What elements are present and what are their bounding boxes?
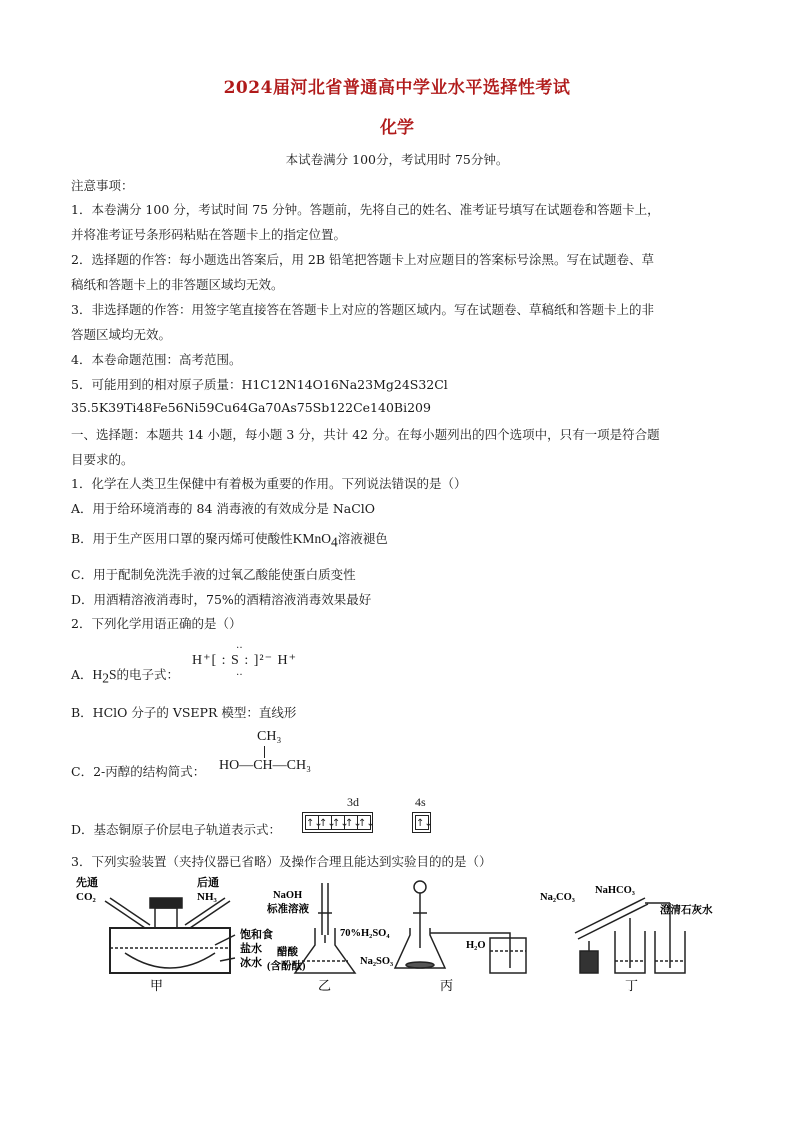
yi-label-acetic: 醋酸 [277, 947, 298, 958]
notice-item: 答题区域均无效。 [71, 327, 172, 342]
question-2-stem: 2．下列化学用语正确的是（） [71, 616, 242, 631]
question-1-option-c: C．用于配制免洗洗手液的过氧乙酸能使蛋白质变性 [71, 567, 356, 582]
apparatus-bing [395, 881, 526, 973]
bing-label-sulfite: Na₂SO₃ [360, 956, 394, 967]
option-text: 溶液褪色 [337, 531, 388, 546]
orbital-3d-boxes [302, 812, 373, 833]
jia-label-nh3: NH₃ [197, 891, 217, 903]
apparatus-jia [105, 898, 235, 973]
orbital-label-4s: 4s [415, 795, 426, 809]
lone-pair-dots-top: ‥ [236, 640, 243, 651]
question-1-stem: 1．化学在人类卫生保健中有着极为重要的作用。下列说法错误的是（） [71, 476, 467, 491]
ding-label-limewater: 澄清石灰水 [660, 905, 713, 916]
orbital-4s-boxes [412, 812, 431, 833]
formula-subscript: 4 [330, 534, 338, 550]
subject-title: 化学 [380, 118, 414, 138]
exam-title: 2024届河北省普通高中学业水平选择性考试 [223, 78, 571, 98]
ding-label-carbonate: Na₂CO₃ [540, 892, 575, 903]
bing-label-acid: 70%H₂SO₄ [340, 928, 390, 939]
notice-item: 2．选择题的作答：每小题选出答案后，用 2B 铅笔把答题卡上对应题目的答案标号涂黑。写在试题卷、草 [71, 252, 655, 267]
section-heading-cont: 目要求的。 [71, 452, 134, 467]
chemical-formula: S [109, 667, 117, 682]
notice-item: 3．非选择题的作答：用签字笔直接答在答题卡上对应的答题区域内。写在试题卷、草稿纸和答题卡上的非 [71, 302, 654, 317]
structure-bond-vertical [264, 746, 265, 758]
notice-heading: 注意事项： [71, 178, 134, 193]
question-2-option-c: C．2-丙醇的结构简式： [71, 764, 206, 779]
orbital-box: ↑↓ [318, 815, 332, 830]
question-2-option-b: B．HClO 分子的 VSEPR 模型：直线形 [71, 705, 297, 720]
jia-label-brine2: 盐水 [240, 943, 262, 955]
orbital-label-3d: 3d [347, 795, 359, 809]
apparatus-label-yi: 乙 [318, 978, 332, 993]
question-1-option-b [71, 529, 388, 551]
exam-meta: 本试卷满分 100分，考试用时 75分钟。 [285, 152, 509, 167]
structure-main-chain: HO—CH—CH₃ [219, 758, 311, 773]
notice-item: 稿纸和答题卡上的非答题区域均无效。 [71, 277, 284, 292]
yi-label-standard: 标准溶液 [267, 904, 309, 915]
apparatus-figure [70, 873, 730, 998]
orbital-box: ↑↓ [331, 815, 345, 830]
formula-subscript: 2 [102, 670, 110, 686]
structure-methyl-top: CH₃ [257, 729, 282, 744]
question-2-option-d: D．基态铜原子价层电子轨道表示式： [71, 822, 282, 837]
yi-label-phenol: (含酚酞) [267, 961, 306, 972]
option-text: B．用于生产医用口罩的聚丙烯可使酸性 [71, 531, 293, 546]
apparatus-label-bing: 丙 [440, 978, 454, 993]
lone-pair-dots-bottom: ‥ [236, 667, 243, 678]
orbital-box: ↑↓ [344, 815, 358, 830]
jia-label-nh3-top: 后通 [197, 877, 219, 889]
question-1-option-d: D．用酒精溶液消毒时，75%的酒精溶液消毒效果最好 [71, 592, 372, 607]
chemical-formula: KMnO [292, 531, 331, 546]
bing-label-water: H₂O [466, 940, 486, 951]
jia-label-co2-top: 先通 [76, 877, 98, 889]
apparatus-label-jia: 甲 [150, 978, 164, 993]
ding-label-bicarbonate: NaHCO₃ [595, 885, 635, 896]
chemical-formula: H [92, 667, 103, 682]
notice-item: 并将准考证号条形码粘贴在答题卡上的指定位置。 [71, 227, 347, 242]
jia-label-brine: 饱和食 [240, 929, 273, 941]
yi-label-naoh: NaOH [273, 890, 303, 901]
question-3-stem: 3．下列实验装置（夹持仪器已省略）及操作合理且能达到实验目的的是（） [71, 854, 492, 869]
option-text: A． [71, 667, 93, 682]
electron-dot-structure: H⁺[ : S : ]²⁻ H⁺ [192, 653, 297, 668]
notice-item: 35.5K39Ti48Fe56Ni59Cu64Ga70As75Sb122Ce140Bi209 [71, 400, 431, 415]
notice-item: 1．本卷满分 100 分，考试时间 75 分钟。答题前，先将自己的姓名、准考证号填写在试题卷和答题卡上， [71, 202, 660, 217]
jia-label-co2: CO₂ [76, 891, 96, 903]
notice-item: 5．可能用到的相对原子质量：H1C12N14O16Na23Mg24S32Cl [71, 377, 448, 392]
jia-label-ice: 冰水 [240, 957, 262, 969]
orbital-box: ↑↓ [305, 815, 319, 830]
option-text: 的电子式： [116, 667, 180, 682]
question-2-option-a [71, 665, 179, 687]
apparatus-label-ding: 丁 [625, 978, 639, 993]
section-heading: 一、选择题：本题共 14 小题，每小题 3 分，共计 42 分。在每小题列出的四个选项中，只有一项是符合题 [71, 427, 660, 442]
orbital-box: ↑↓ [357, 815, 371, 830]
question-1-option-a: A．用于给环境消毒的 84 消毒液的有效成分是 NaClO [71, 501, 376, 516]
notice-item: 4．本卷命题范围：高考范围。 [71, 352, 242, 367]
orbital-box: ↑↓ [415, 815, 429, 830]
